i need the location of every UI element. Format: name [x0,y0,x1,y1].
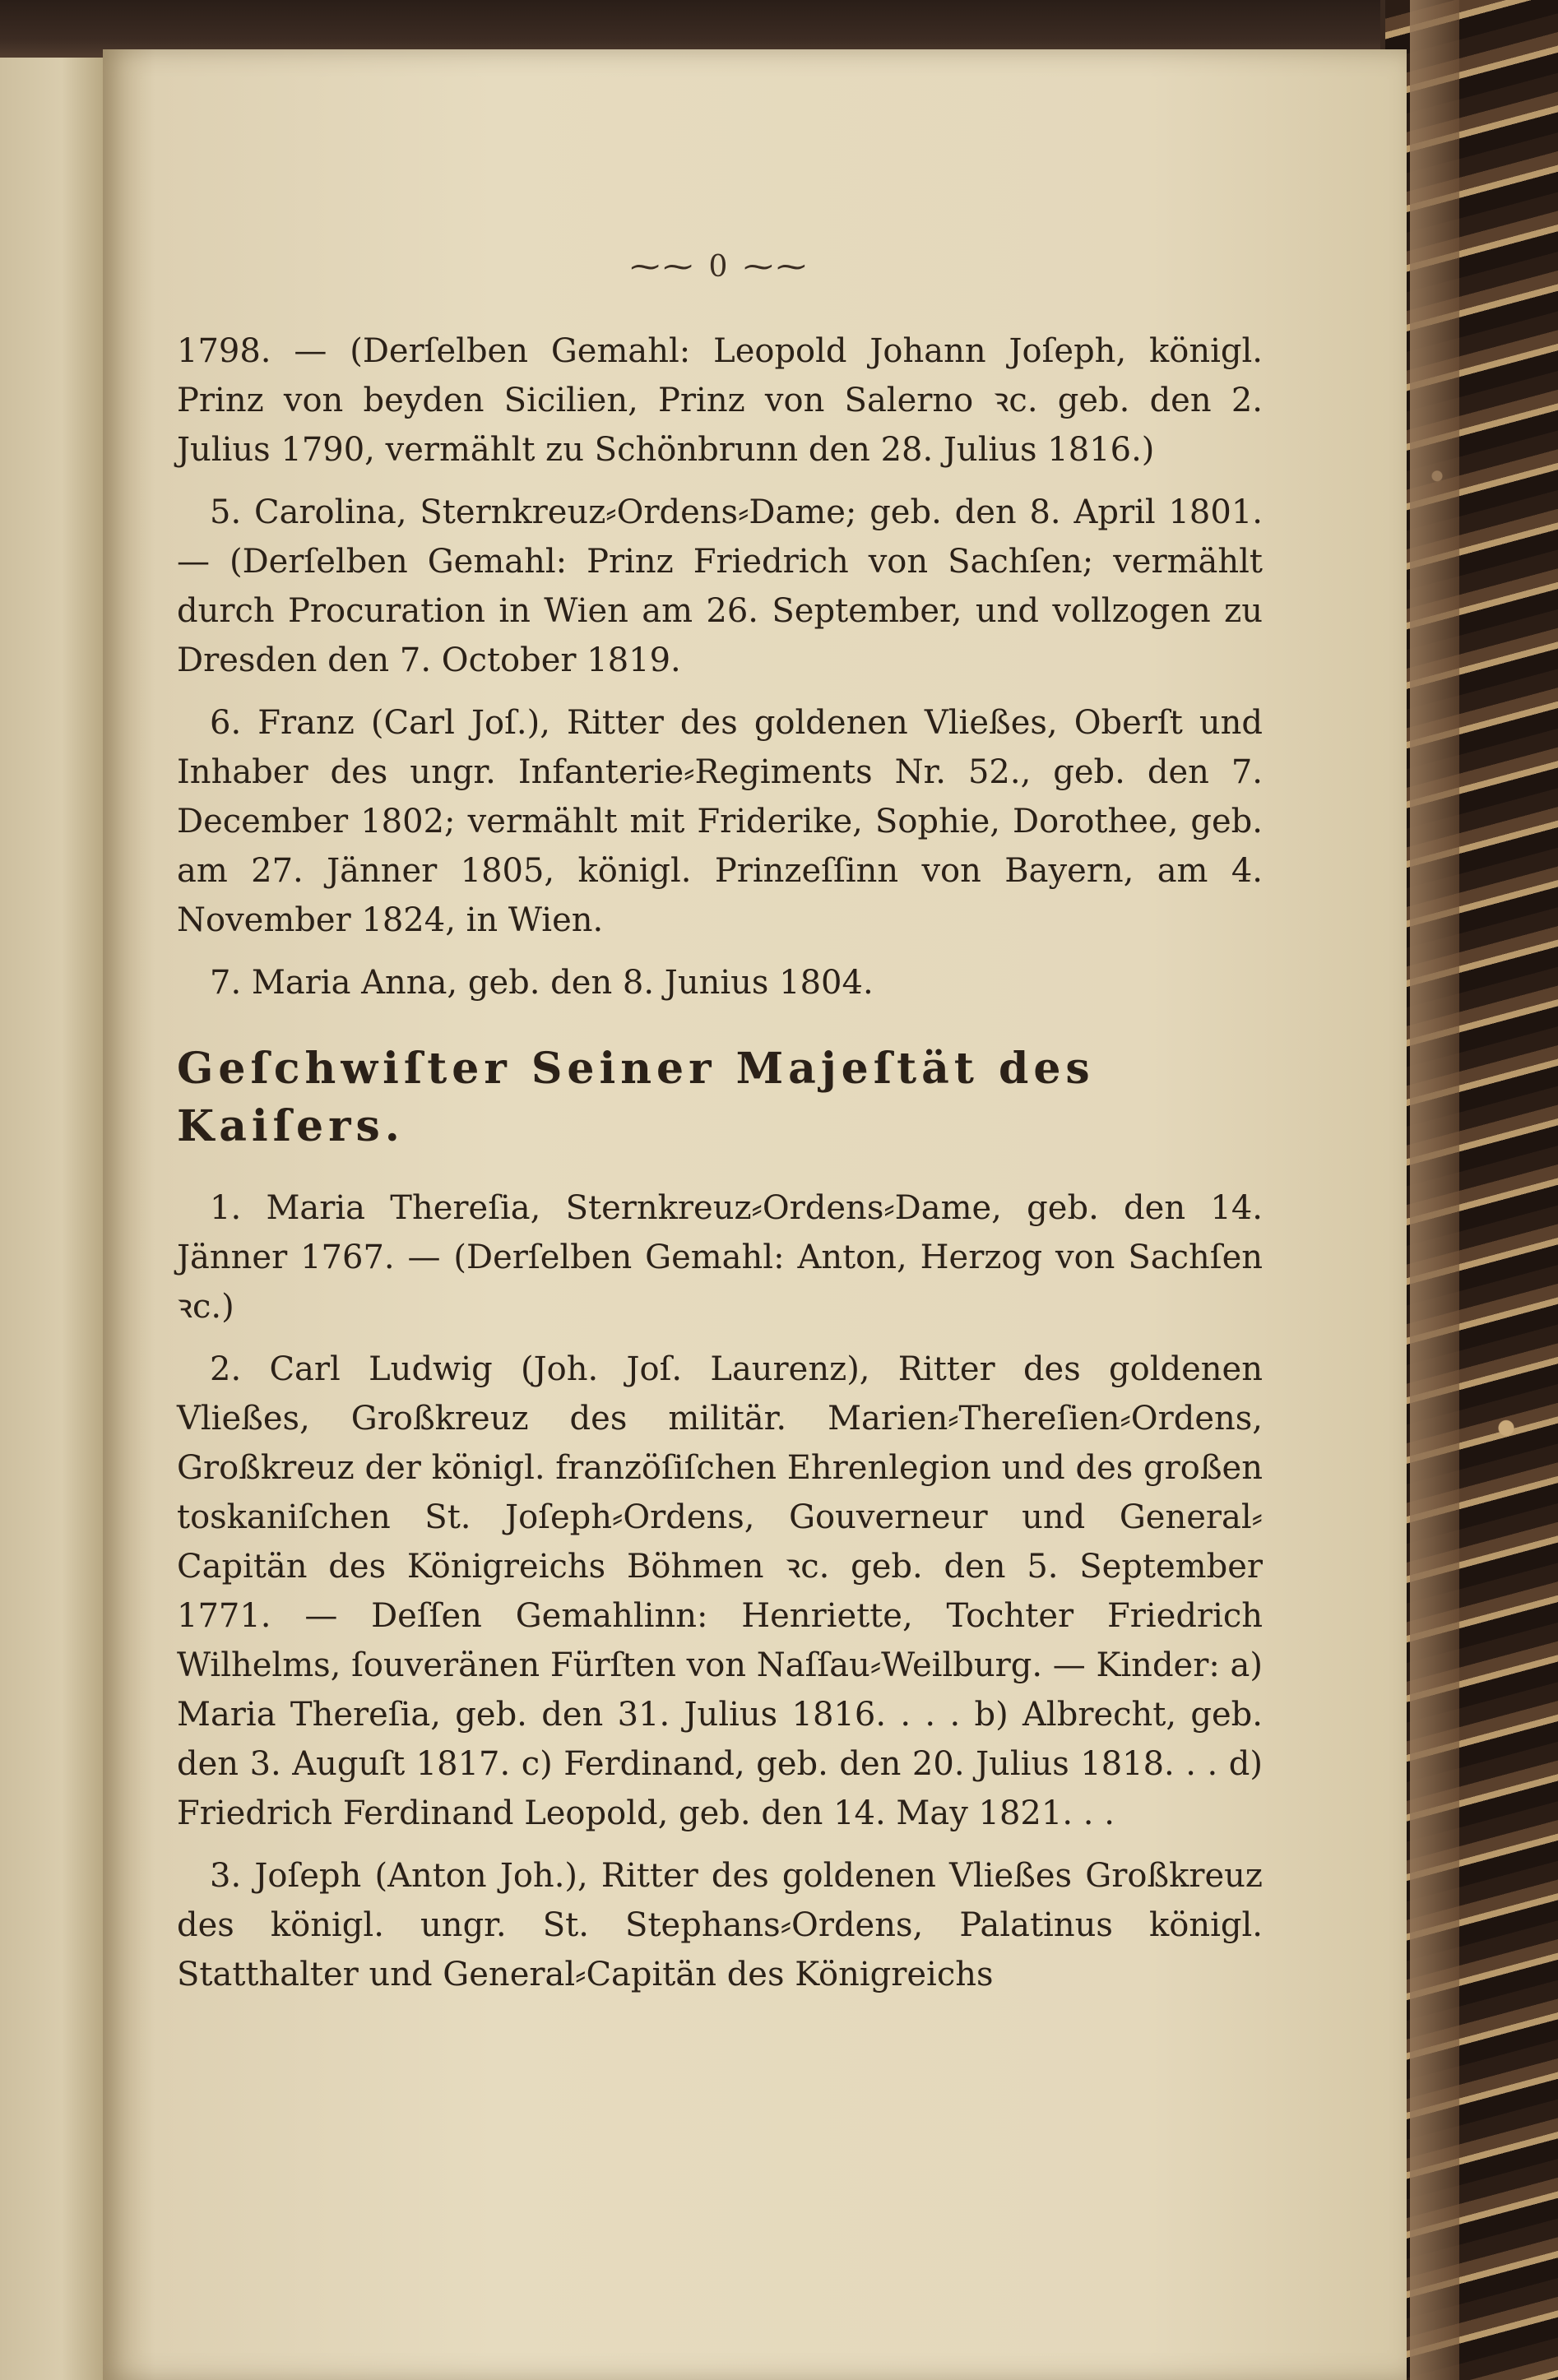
left-page-edge [0,58,103,2380]
paragraph-1-maria-theresia: 1. Maria Thereſia, Sternkreuz⸗Ordens⸗Dame, geb. den 14. Jänner 1767. — (Derſelben Gemahl: Anton, Herzog von Sachſen ꝛc.) [177,1189,1263,1326]
section-heading: Geſchwiſter Seiner Majeſtät des Kaiſers. [177,1044,1095,1151]
marbled-book-edge [1380,0,1558,2380]
page-running-header: ⁓⁓ 0 ⁓⁓ [630,250,809,284]
page-text [177,243,1263,2012]
paragraph-2-carl-ludwig: 2. Carl Ludwig (Joh. Joſ. Laurenz), Ritter des goldenen Vließes, Großkreuz des militär. Marien⸗Thereſien⸗Ordens, Großkreuz der königl. franzöſiſchen Ehrenlegion und des großen toskaniſchen St. Joſeph⸗Ordens, Gouverneur und General⸗Capitän des Königreichs Böhmen ꝛc. geb. den 5. September 1771. — Deſſen Gemahlinn: Henriette, Tochter Friedrich Wilhelms, ſouveränen Fürſten von Naſſau⸗Weilburg. — Kinder: a) Maria Thereſia, geb. den 31. Julius 1816. . . . b) Albrecht, geb. den 3. Auguſt 1817. c) Ferdinand, geb. den 20. Julius 1818. . . d) Friedrich Ferdinand Leopold, geb. den 14. May 1821. . . [177,1350,1263,1832]
paragraph-7-maria-anna: 7. Maria Anna, geb. den 8. Junius 1804. [210,964,874,1002]
paragraph-1798: 1798. — (Derſelben Gemahl: Leopold Johann Joſeph, königl. Prinz von beyden Sicilien, Prinz von Salerno ꝛc. geb. den 2. Julius 1790, vermählt zu Schönbrunn den 28. Julius 1816.) [177,332,1263,469]
paragraph-5-carolina: 5. Carolina, Sternkreuz⸗Ordens⸗Dame; geb. den 8. April 1801. — (Derſelben Gemahl: Prinz Friedrich von Sachſen; vermählt durch Procuration in Wien am 26. September, und vollzogen zu Dresden den 7. October 1819. [177,493,1263,679]
paragraph-3-joseph: 3. Joſeph (Anton Joh.), Ritter des goldenen Vließes Großkreuz des königl. ungr. St. Stephans⸗Ordens, Palatinus königl. Statthalter und General⸗Capitän des Königreichs [177,1857,1263,1993]
paragraph-6-franz: 6. Franz (Carl Joſ.), Ritter des goldenen Vließes, Oberſt und Inhaber des ungr. Infanterie⸗Regiments Nr. 52., geb. den 7. December 1802; vermählt mit Friderike, Sophie, Dorothee, geb. am 27. Jänner 1805, königl. Prinzeſſinn von Bayern, am 4. November 1824, in Wien. [177,704,1263,939]
